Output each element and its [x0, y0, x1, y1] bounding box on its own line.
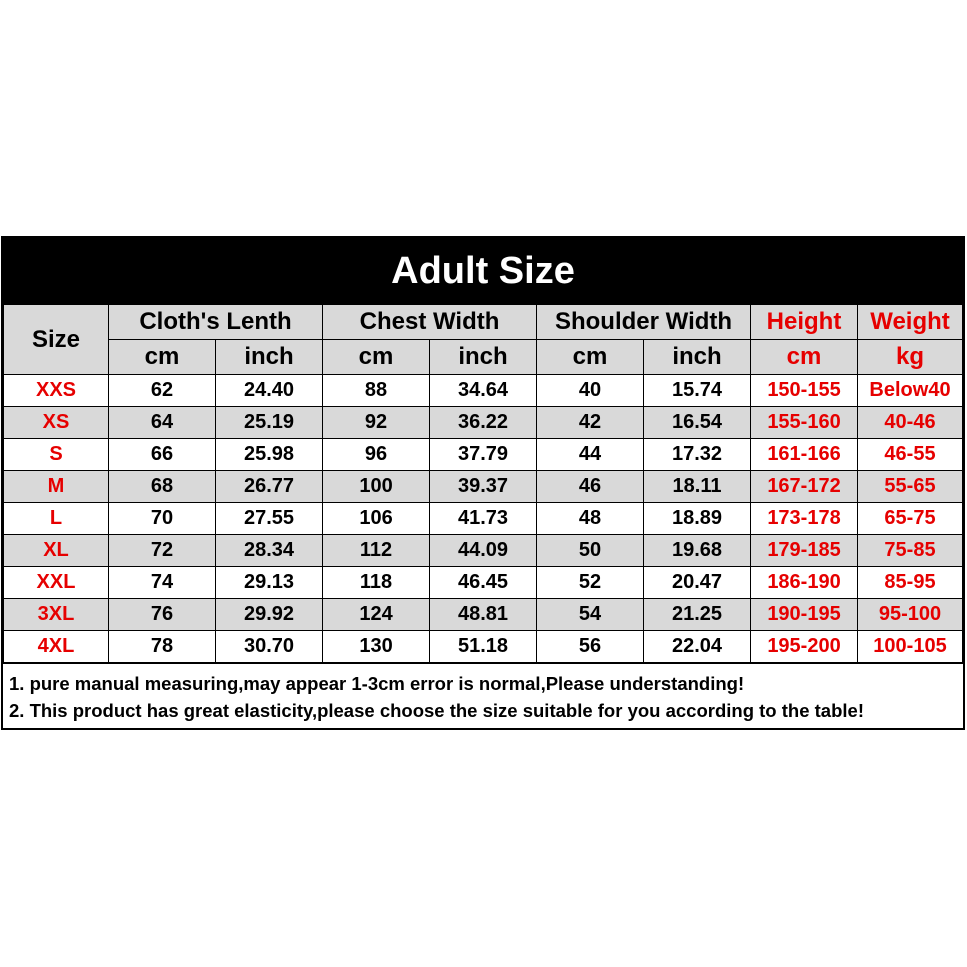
table-cell: 195-200 [751, 631, 858, 663]
table-cell: 52 [537, 567, 644, 599]
table-row [4, 503, 963, 535]
table-cell: 44 [537, 439, 644, 471]
table-cell: 30.70 [216, 631, 323, 663]
header-row-units [4, 340, 963, 375]
table-cell: 25.19 [216, 407, 323, 439]
notes [3, 663, 963, 728]
header-row-groups [4, 305, 963, 340]
table-cell: 36.22 [430, 407, 537, 439]
size-label-cell: S [4, 439, 109, 471]
table-cell: 100 [323, 471, 430, 503]
table-cell: 24.40 [216, 375, 323, 407]
table-row [4, 439, 963, 471]
size-column-header: Size [4, 305, 109, 375]
table-cell: 51.18 [430, 631, 537, 663]
header-shoulder-width: Shoulder Width [537, 305, 751, 340]
table-cell: 76 [109, 599, 216, 631]
table-cell: 34.64 [430, 375, 537, 407]
table-row [4, 631, 963, 663]
table-row [4, 407, 963, 439]
table-cell: 64 [109, 407, 216, 439]
table-cell: 29.13 [216, 567, 323, 599]
unit-cell: inch [644, 340, 751, 375]
table-cell: 88 [323, 375, 430, 407]
size-label-cell: XXS [4, 375, 109, 407]
table-cell: 106 [323, 503, 430, 535]
size-label-cell: XL [4, 535, 109, 567]
table-cell: 50 [537, 535, 644, 567]
table-cell: 62 [109, 375, 216, 407]
table-cell: 37.79 [430, 439, 537, 471]
table-row [4, 599, 963, 631]
note-line: 2. This product has great elasticity,please choose the size suitable for you according to the table! [9, 700, 864, 721]
table-cell: 27.55 [216, 503, 323, 535]
table-cell: 124 [323, 599, 430, 631]
table-cell: 179-185 [751, 535, 858, 567]
table-cell: 70 [109, 503, 216, 535]
unit-cell: cm [323, 340, 430, 375]
unit-cell: cm [109, 340, 216, 375]
table-cell: 150-155 [751, 375, 858, 407]
table-cell: 75-85 [858, 535, 963, 567]
table-cell: 100-105 [858, 631, 963, 663]
header-weight: Weight [858, 305, 963, 340]
size-label-cell: XXL [4, 567, 109, 599]
table-cell: 56 [537, 631, 644, 663]
table-cell: 186-190 [751, 567, 858, 599]
table-cell: 155-160 [751, 407, 858, 439]
chart-title: Adult Size [3, 238, 963, 304]
size-label-cell: 4XL [4, 631, 109, 663]
table-cell: 78 [109, 631, 216, 663]
size-label-cell: L [4, 503, 109, 535]
table-cell: 85-95 [858, 567, 963, 599]
header-chest-width: Chest Width [323, 305, 537, 340]
table-cell: 46 [537, 471, 644, 503]
table-cell: 21.25 [644, 599, 751, 631]
table-cell: 20.47 [644, 567, 751, 599]
table-cell: 40 [537, 375, 644, 407]
table-cell: 41.73 [430, 503, 537, 535]
size-label-cell: XS [4, 407, 109, 439]
table-cell: 118 [323, 567, 430, 599]
table-cell: Below40 [858, 375, 963, 407]
table-cell: 46-55 [858, 439, 963, 471]
size-label-cell: M [4, 471, 109, 503]
table-cell: 95-100 [858, 599, 963, 631]
table-cell: 130 [323, 631, 430, 663]
table-cell: 17.32 [644, 439, 751, 471]
table-cell: 40-46 [858, 407, 963, 439]
table-cell: 48.81 [430, 599, 537, 631]
table-cell: 44.09 [430, 535, 537, 567]
size-chart [1, 236, 965, 730]
table-cell: 112 [323, 535, 430, 567]
table-cell: 173-178 [751, 503, 858, 535]
table-cell: 26.77 [216, 471, 323, 503]
unit-cell: cm [537, 340, 644, 375]
table-cell: 39.37 [430, 471, 537, 503]
table-cell: 74 [109, 567, 216, 599]
table-cell: 29.92 [216, 599, 323, 631]
table-cell: 65-75 [858, 503, 963, 535]
unit-cell: kg [858, 340, 963, 375]
table-row [4, 535, 963, 567]
table-row [4, 567, 963, 599]
table-cell: 16.54 [644, 407, 751, 439]
note-line: 1. pure manual measuring,may appear 1-3cm error is normal,Please understanding! [9, 673, 745, 694]
table-cell: 42 [537, 407, 644, 439]
table-cell: 54 [537, 599, 644, 631]
table-cell: 28.34 [216, 535, 323, 567]
table-cell: 55-65 [858, 471, 963, 503]
table-cell: 96 [323, 439, 430, 471]
table-cell: 68 [109, 471, 216, 503]
table-cell: 72 [109, 535, 216, 567]
table-cell: 161-166 [751, 439, 858, 471]
table-row [4, 471, 963, 503]
size-table [3, 304, 963, 663]
table-cell: 167-172 [751, 471, 858, 503]
table-cell: 19.68 [644, 535, 751, 567]
table-cell: 18.11 [644, 471, 751, 503]
table-cell: 22.04 [644, 631, 751, 663]
table-cell: 92 [323, 407, 430, 439]
table-cell: 66 [109, 439, 216, 471]
table-cell: 48 [537, 503, 644, 535]
table-cell: 15.74 [644, 375, 751, 407]
table-row [4, 375, 963, 407]
table-cell: 25.98 [216, 439, 323, 471]
unit-cell: inch [216, 340, 323, 375]
table-cell: 18.89 [644, 503, 751, 535]
header-height: Height [751, 305, 858, 340]
unit-cell: inch [430, 340, 537, 375]
table-cell: 46.45 [430, 567, 537, 599]
table-cell: 190-195 [751, 599, 858, 631]
header-cloth-length: Cloth's Lenth [109, 305, 323, 340]
unit-cell: cm [751, 340, 858, 375]
size-label-cell: 3XL [4, 599, 109, 631]
